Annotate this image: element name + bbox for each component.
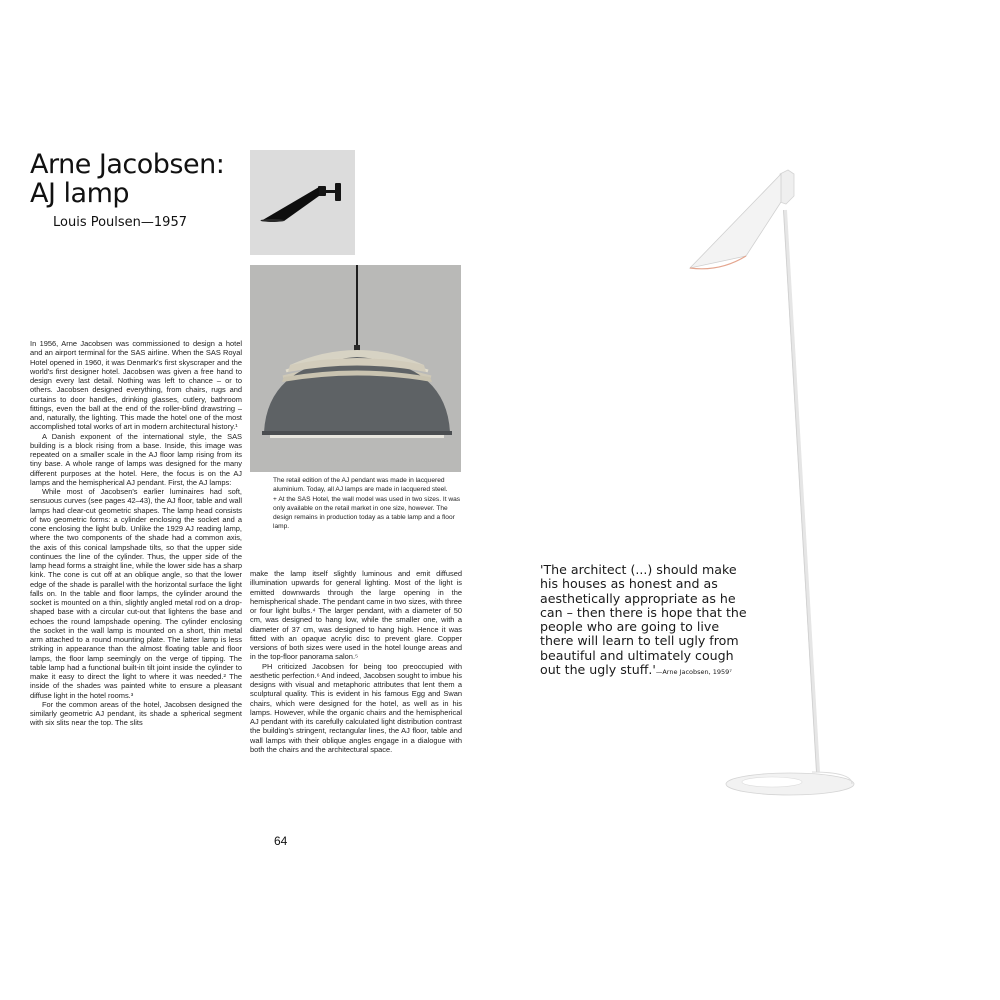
body-paragraph: make the lamp itself slightly luminous and emit diffused illumination upwards for general lighting. Most of the light is emitted downwards through the large opening in the hemispherical shade. The pendant came in two sizes, with three or four light bulbs.⁴ The larger pendant, with a diameter of 50 cm, was designed to hang low, while the smaller one, with a diameter of 37 cm, was designed to hang high. Hence it was fitted with an opaque acrylic disc to prevent glare. Copper versions of both sizes were used in the hotel lounge areas and in the top-floor panorama salon.⁵ [250,569,462,662]
wall-lamp-illustration [250,150,355,255]
body-paragraph: PH criticized Jacobsen for being too preoccupied with aesthetic perfection.⁶ And indeed, Jacobsen sought to imbue his designs with visual and metaphoric attributes that lent them a sculptural quality. This is evident in his famous Egg and Swan chairs, which were designed for the hotel, as well as in his lamps. However, while the organic chairs and the hemispherical AJ pendant with its carefully calculated light distribution contrast the building's stringent, rectangular lines, the AJ floor, table and wall lamps with their oblique angles engage in a dialogue with both the chairs and the architectural space. [250,661,462,754]
title-line-2: AJ lamp [30,178,130,209]
pendant-lamp-illustration [250,265,461,472]
body-column-2 [250,569,462,799]
body-paragraph: In 1956, Arne Jacobsen was commissioned to design a hotel and an airport terminal for the SAS airline. When the SAS Royal Hotel opened in 1960, it was Denmark's first skyscraper and the world's first designer hotel. Jacobsen was given a free hand to design every last detail. Nothing was left to chance – or to others. Jacobsen designed everything, from chairs, rugs and curtains to door handles, drinking glasses, cutlery, bathroom fittings, even the ball at the end of the roller-blind drawstring – and, naturally, the lighting. This made the hotel one of the most accomplished total works of art in modern architectural history.¹ [30,339,242,432]
page-number: 64 [274,834,288,848]
page-title [30,150,250,208]
pendant-lamp-photo [250,265,461,472]
body-paragraph: While most of Jacobsen's earlier luminaires had soft, sensuous curves (see pages 42–43), the AJ floor, table and wall lamps had clear-cut geometric shapes. The lamp head consists of two geometric forms: a cylinder enclosing the socket and a cone enclosing the light bulb. Unlike the 1929 AJ reading lamp, where the two components of the shade had a common axis, the axis of this conical lampshade tilts, so that the upper side continues the line of the cylinder. Thus, the upper side of the lamp head forms a straight line, while the lower side has a sharp kink. The cone is cut off at an oblique angle, so that the lower edge of the shade is parallel with the horizontal surface the light falls on. In the table and floor lamps, the cylinder around the socket is mounted on a thin, slightly angled metal rod on a drop-shaped base with a circular cut-out that lightens the base and echoes the round lampshade opening. The cylinder enclosing the socket in the wall lamp is mounted on a short, thin metal arm attached to a round mounting plate. The latter lamp is less striking in appearance than the almost floating table and floor lamps, the floor lamp seemingly on the verge of tipping. The table lamp had a functional built-in tilt joint inside the cylinder to make it easy to direct the light to where it was needed.² The inside of the shades was painted white to ensure a pleasant diffuse light in the hotel rooms.³ [30,487,242,700]
caption-text-1: The retail edition of the AJ pendant was made in lacquered aluminium. Today, all AJ lamps are made in lacquered steel. [273,477,448,494]
body-paragraph: A Danish exponent of the international style, the SAS building is a block rising from a base. Inside, this image was repeated on a smaller scale in the AJ floor lamp rising from its tiny base. A whole range of lamps was designed for the many different purposes at the hotel. Here, the focus is on the AJ lamps and the hemispherical AJ pendant. First, the AJ lamps: [30,431,242,487]
quote-attribution: —Arne Jacobsen, 1959⁷ [655,668,732,677]
body-column-1 [30,339,242,819]
floor-lamp-illustration [680,160,870,810]
photo-caption [273,476,463,532]
body-paragraph: For the common areas of the hotel, Jacobsen designed the similarly geometric AJ pendant, its shade a spherical segment with six slits near the top. The slits [30,699,242,728]
quote-text: 'The architect (...) should make his houses as honest and as aesthetically appropriate as he can – then there is hope that the people who are going to live there will learn to tell ugly from beautiful and ultimately cough out the ugly stuff.' [540,562,747,678]
subtitle: Louis Poulsen—1957 [53,215,187,230]
floor-lamp-photo [680,160,870,810]
title-line-1: Arne Jacobsen: [30,149,225,180]
wall-lamp-photo [250,150,355,255]
caption-text-2: + At the SAS Hotel, the wall model was used in two sizes. It was only available on the retail market in one size, however. The design remains in production today as a table lamp and a floor lamp. [273,495,461,531]
